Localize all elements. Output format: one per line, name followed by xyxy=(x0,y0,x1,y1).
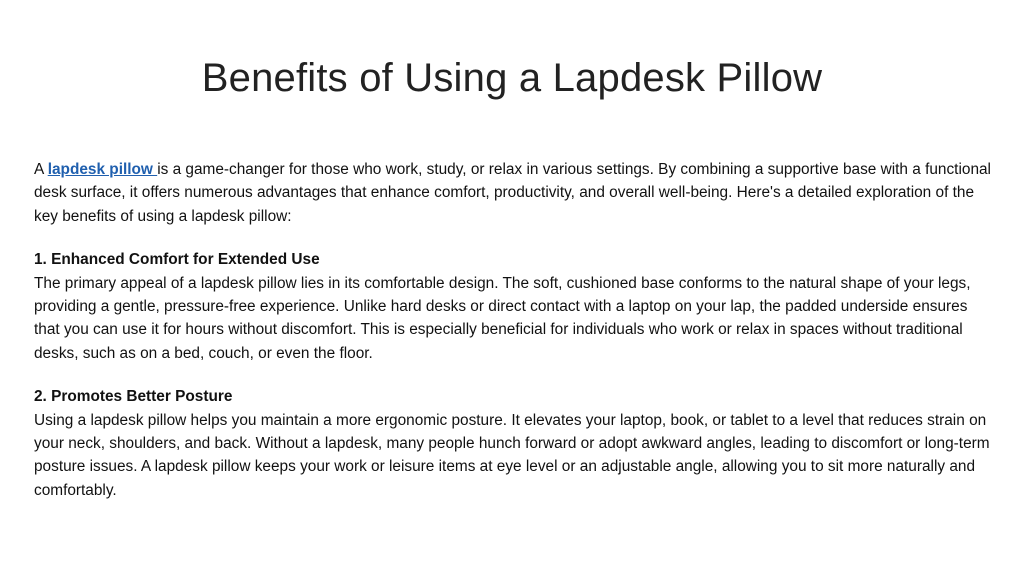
lapdesk-pillow-link[interactable]: lapdesk pillow xyxy=(47,161,158,178)
section-heading: 2. Promotes Better Posture xyxy=(34,388,233,406)
section-body: The primary appeal of a lapdesk pillow lies in its comfortable design. The soft, cushioned base conforms to the natural shape of your legs, providing a gentle, pressure-free experience. Unlike hard desks or direct contact with a laptop on your lap, the padded underside ensures that you can use it for hours without discomfort. This is especially beneficial for individuals who work or relax in spaces without traditional desks, such as on a bed, couch, or even the floor. xyxy=(34,274,971,362)
slide-content xyxy=(34,158,996,522)
intro-prefix: A xyxy=(34,161,48,178)
section-posture xyxy=(34,385,996,502)
intro-paragraph xyxy=(34,158,996,228)
intro-suffix: is a game-changer for those who work, study, or relax in various settings. By combining a supportive base with a functional desk surface, it offers numerous advantages that enhance comfort, productivity, and overall well-being. Here's a detailed exploration of the key benefits of using a lapdesk pillow: xyxy=(34,161,991,225)
page-title: Benefits of Using a Lapdesk Pillow xyxy=(201,56,823,100)
section-comfort xyxy=(34,248,996,365)
section-heading: 1. Enhanced Comfort for Extended Use xyxy=(34,251,320,269)
section-body: Using a lapdesk pillow helps you maintain a more ergonomic posture. It elevates your laptop, book, or tablet to a level that reduces strain on your neck, shoulders, and back. Without a lapdesk, many people hunch forward or adopt awkward angles, leading to discomfort or long-term posture issues. A lapdesk pillow keeps your work or leisure items at eye level or an adjustable angle, allowing you to sit more naturally and comfortably. xyxy=(34,411,990,499)
